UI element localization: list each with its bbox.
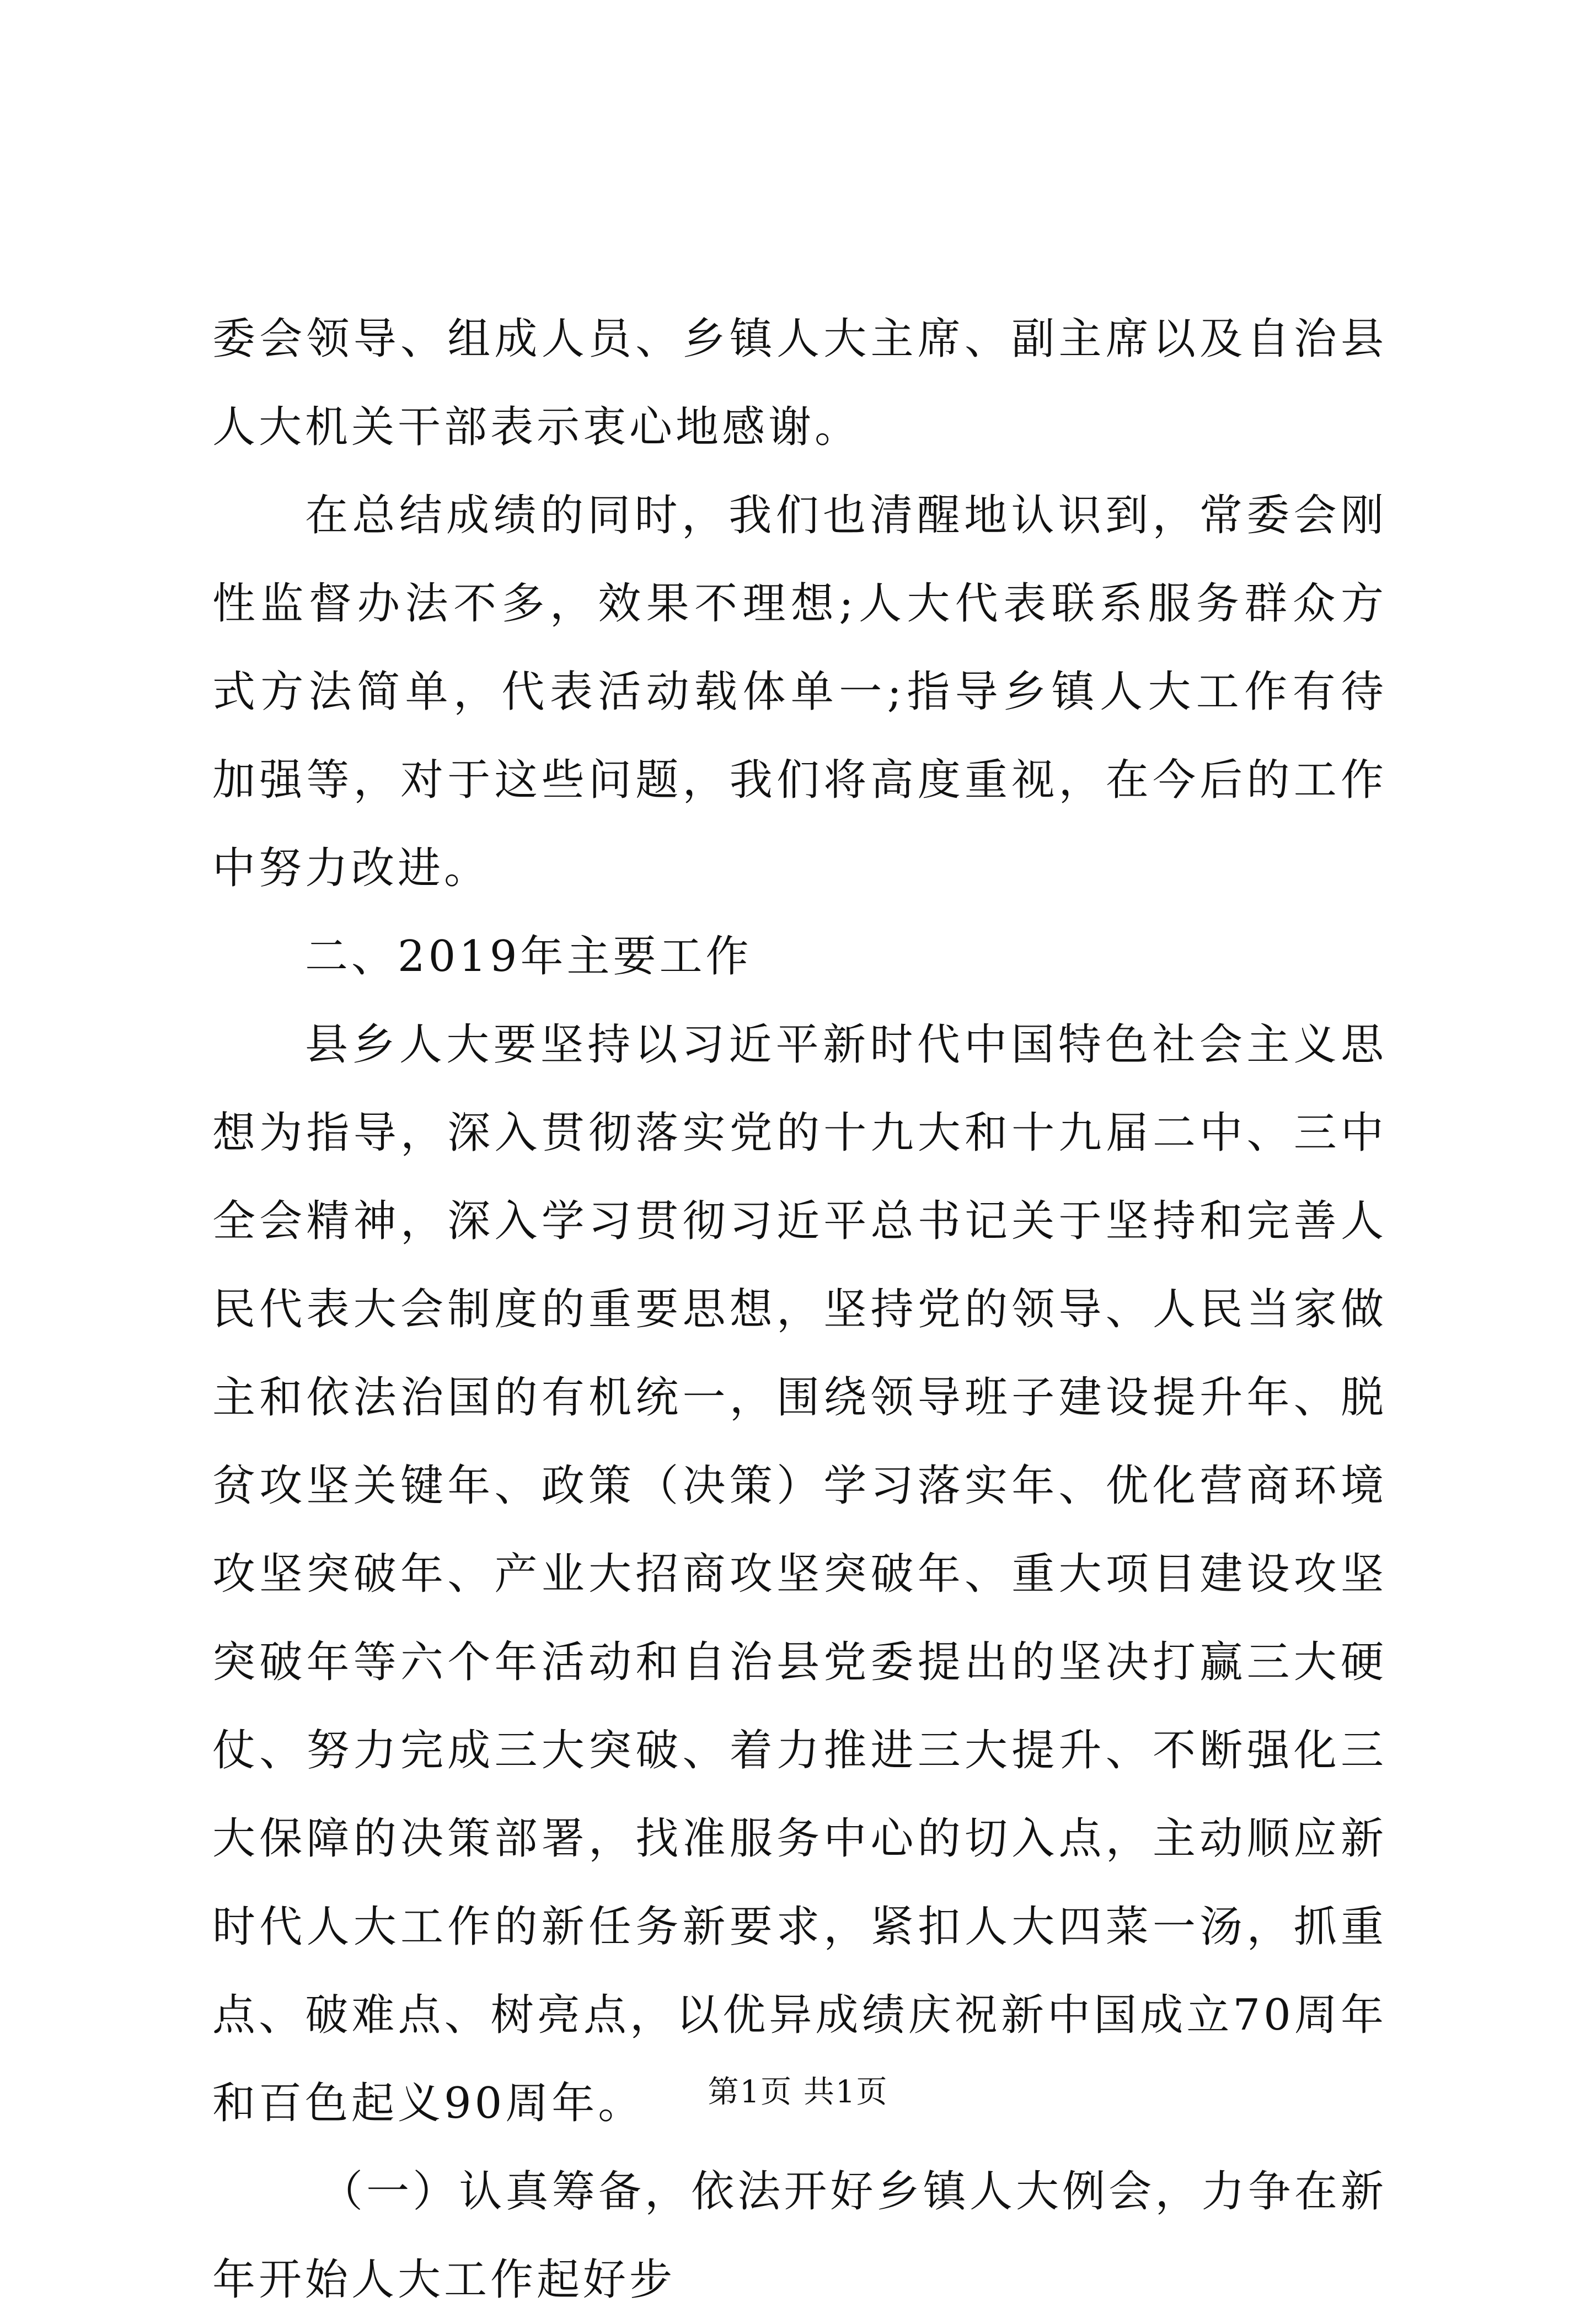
paragraph-2019-guidance: 县乡人大要坚持以习近平新时代中国特色社会主义思想为指导，深入贯彻落实党的十九大和十九届二中、三中全会精神，深入学习贯彻习近平总书记关于坚持和完善人民代表大会制度的重要思想，坚持党的领导、人民当家做主和依法治国的有机统一，围绕领导班子建设提升年、脱贫攻坚关键年、政策（决策）学习落实年、优化营商环境攻坚突破年、产业大招商攻坚突破年、重大项目建设攻坚突破年等六个年活动和自治县党委提出的坚决打赢三大硬仗、努力完成三大突破、着力推进三大提升、不断强化三大保障的决策部署，找准服务中心的切入点，主动顺应新时代人大工作的新任务新要求，紧扣人大四菜一汤，抓重点、破难点、树亮点，以优异成绩庆祝新中国成立70周年和百色起义90周年。 xyxy=(212,1020,1387,2128)
document-body xyxy=(212,295,1387,2324)
subsection-heading-1: （一）认真筹备，依法开好乡镇人大例会，力争在新年开始人大工作起好步 xyxy=(212,2167,1387,2305)
page-footer: 第1页 共1页 xyxy=(708,2074,888,2110)
paragraph-shortcomings: 在总结成绩的同时，我们也清醒地认识到，常委会刚性监督办法不多，效果不理想;人大代表联系服务群众方式方法简单，代表活动载体单一;指导乡镇人大工作有待加强等，对于这些问题，我们将高度重视，在今后的工作中努力改进。 xyxy=(212,491,1387,893)
paragraph-thanks-continuation: 委会领导、组成人员、乡镇人大主席、副主席以及自治县人大机关干部表示衷心地感谢。 xyxy=(212,314,1387,452)
section-heading-2019-work: 二、2019年主要工作 xyxy=(305,932,752,981)
